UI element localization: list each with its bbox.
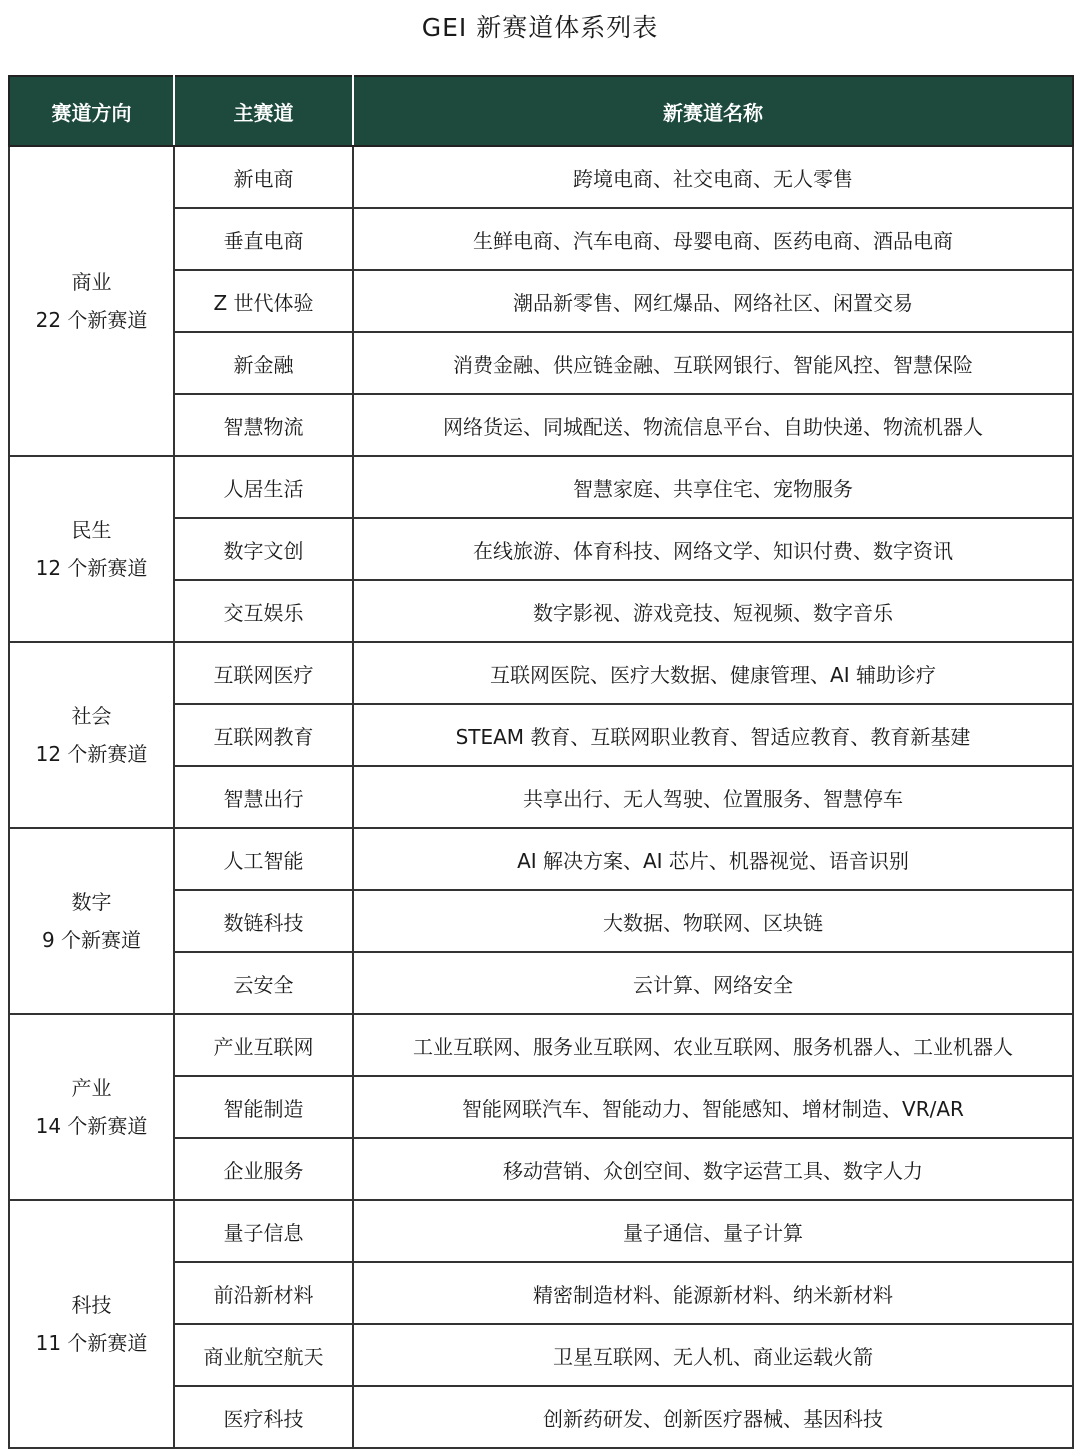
direction-track-count: 11 个新赛道 bbox=[35, 1331, 148, 1355]
main-track-cell: 互联网教育 bbox=[174, 704, 353, 766]
track-table bbox=[8, 75, 1074, 1449]
main-track-cell: 交互娱乐 bbox=[174, 580, 353, 642]
direction-cell bbox=[9, 456, 174, 642]
direction-cell bbox=[9, 146, 174, 456]
new-track-names-cell: 潮品新零售、网红爆品、网络社区、闲置交易 bbox=[353, 270, 1073, 332]
header-row bbox=[9, 76, 1073, 146]
new-track-names-cell: 移动营销、众创空间、数字运营工具、数字人力 bbox=[353, 1138, 1073, 1200]
direction-name: 产业 bbox=[71, 1076, 112, 1100]
table-row bbox=[9, 456, 1073, 518]
direction-cell bbox=[9, 828, 174, 1014]
table-row bbox=[9, 828, 1073, 890]
new-track-names-cell: 数字影视、游戏竞技、短视频、数字音乐 bbox=[353, 580, 1073, 642]
main-track-cell: 人居生活 bbox=[174, 456, 353, 518]
new-track-names-cell: 精密制造材料、能源新材料、纳米新材料 bbox=[353, 1262, 1073, 1324]
table-row bbox=[9, 146, 1073, 208]
main-track-cell: 产业互联网 bbox=[174, 1014, 353, 1076]
main-track-cell: 互联网医疗 bbox=[174, 642, 353, 704]
new-track-names-cell: 量子通信、量子计算 bbox=[353, 1200, 1073, 1262]
main-track-cell: 智慧物流 bbox=[174, 394, 353, 456]
table-header bbox=[9, 76, 1073, 146]
direction-cell bbox=[9, 642, 174, 828]
direction-name: 科技 bbox=[71, 1293, 112, 1317]
new-track-names-cell: 创新药研发、创新医疗器械、基因科技 bbox=[353, 1386, 1073, 1448]
main-track-cell: 前沿新材料 bbox=[174, 1262, 353, 1324]
direction-track-count: 12 个新赛道 bbox=[35, 556, 148, 580]
new-track-names-cell: 智能网联汽车、智能动力、智能感知、增材制造、VR/AR bbox=[353, 1076, 1073, 1138]
main-track-cell: 企业服务 bbox=[174, 1138, 353, 1200]
main-track-cell: 医疗科技 bbox=[174, 1386, 353, 1448]
main-track-cell: 人工智能 bbox=[174, 828, 353, 890]
main-track-cell: Z 世代体验 bbox=[174, 270, 353, 332]
new-track-names-cell: 网络货运、同城配送、物流信息平台、自助快递、物流机器人 bbox=[353, 394, 1073, 456]
main-track-cell: 新金融 bbox=[174, 332, 353, 394]
page-title: GEI 新赛道体系列表 bbox=[421, 13, 659, 42]
new-track-names-cell: 跨境电商、社交电商、无人零售 bbox=[353, 146, 1073, 208]
main-track-cell: 量子信息 bbox=[174, 1200, 353, 1262]
main-track-cell: 商业航空航天 bbox=[174, 1324, 353, 1386]
direction-track-count: 12 个新赛道 bbox=[35, 742, 148, 766]
main-track-cell: 智慧出行 bbox=[174, 766, 353, 828]
new-track-names-cell: 在线旅游、体育科技、网络文学、知识付费、数字资讯 bbox=[353, 518, 1073, 580]
new-track-names-cell: 共享出行、无人驾驶、位置服务、智慧停车 bbox=[353, 766, 1073, 828]
main-track-cell: 垂直电商 bbox=[174, 208, 353, 270]
table-row bbox=[9, 642, 1073, 704]
new-track-names-cell: 云计算、网络安全 bbox=[353, 952, 1073, 1014]
new-track-names-cell: 工业互联网、服务业互联网、农业互联网、服务机器人、工业机器人 bbox=[353, 1014, 1073, 1076]
new-track-names-cell: 大数据、物联网、区块链 bbox=[353, 890, 1073, 952]
main-track-cell: 数字文创 bbox=[174, 518, 353, 580]
new-track-names-cell: 智慧家庭、共享住宅、宠物服务 bbox=[353, 456, 1073, 518]
main-track-cell: 新电商 bbox=[174, 146, 353, 208]
direction-track-count: 9 个新赛道 bbox=[41, 928, 142, 952]
new-track-names-cell: AI 解决方案、AI 芯片、机器视觉、语音识别 bbox=[353, 828, 1073, 890]
new-track-names-cell: 生鲜电商、汽车电商、母婴电商、医药电商、酒品电商 bbox=[353, 208, 1073, 270]
table-row bbox=[9, 1014, 1073, 1076]
direction-name: 民生 bbox=[71, 518, 112, 542]
direction-name: 社会 bbox=[71, 704, 112, 728]
new-track-names-cell: 互联网医院、医疗大数据、健康管理、AI 辅助诊疗 bbox=[353, 642, 1073, 704]
new-track-names-cell: STEAM 教育、互联网职业教育、智适应教育、教育新基建 bbox=[353, 704, 1073, 766]
direction-track-count: 14 个新赛道 bbox=[35, 1114, 148, 1138]
direction-name: 商业 bbox=[71, 270, 112, 294]
main-track-cell: 云安全 bbox=[174, 952, 353, 1014]
new-track-names-cell: 消费金融、供应链金融、互联网银行、智能风控、智慧保险 bbox=[353, 332, 1073, 394]
new-track-names-cell: 卫星互联网、无人机、商业运载火箭 bbox=[353, 1324, 1073, 1386]
main-track-cell: 智能制造 bbox=[174, 1076, 353, 1138]
direction-track-count: 22 个新赛道 bbox=[35, 308, 148, 332]
main-track-cell: 数链科技 bbox=[174, 890, 353, 952]
header-direction: 赛道方向 bbox=[9, 76, 174, 146]
table-body bbox=[9, 146, 1073, 1448]
direction-cell bbox=[9, 1014, 174, 1200]
direction-cell bbox=[9, 1200, 174, 1448]
direction-name: 数字 bbox=[71, 890, 112, 914]
header-new-track-names: 新赛道名称 bbox=[353, 76, 1073, 146]
header-main-track: 主赛道 bbox=[174, 76, 353, 146]
table-row bbox=[9, 1200, 1073, 1262]
